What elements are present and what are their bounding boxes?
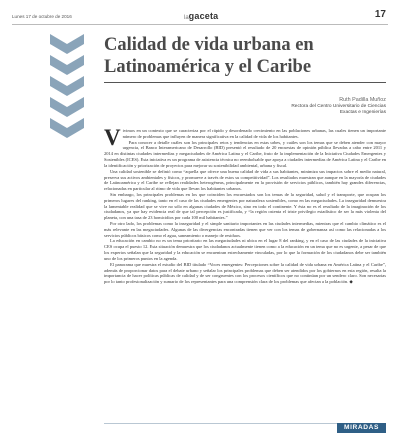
paragraph: Sin embargo, los principales problemas en los que coinciden los encuestados son los temas de la seguridad, salud y el transporte, que ocupan los primeros lugares del ranking, tanto en el caso de las ciudades emergentes por naturaleza sostenibles, como en las megaciudades. La inseguridad demuestra la lamentable realidad que se vive no sólo en algunas ciudades de México, sino en todo el continente. Y ésta no es el resultado de la imaginación de los ciudadanos, ya que hay evidencia real de que tal percepción es justificada, y “la región ostenta el triste privilegio estadístico de ser la más violenta del planeta, con una tasa de 23 homicidios por cada 100 mil habitantes.” (104, 191, 386, 221)
logo-name: gaceta (188, 11, 219, 21)
paragraph: Vivimos en un contexto que se caracteriza por el rápido y desordenado crecimiento en las poblaciones urbanas, las cuales tienen un importante número de problemas que influyen de manera significativa en la calidad de vida de los habitantes. (104, 128, 386, 150)
article-body (104, 128, 386, 428)
header-date: Lunes 17 de octubre de 2016 (12, 14, 72, 19)
paragraph: El panorama que muestra el estudio del BID titulado “Voces emergentes: Percepciones sobre la calidad de vida urbana en América Latina y el Caribe”, además de proporcionar datos para el debate urbano y señalar los principales problemas que deben ser atendidos por los gobiernos en esta región, resalta la importancia de hacer políticas públicas de calidad y de ser congruentes con los procesos científicos que no continúan por un sendero claro. Son necesarias por lo tanto profesionalización y sumario de los representantes para una comprensión clara de los problemas que afectan a la población. ◆ (104, 261, 386, 285)
author-role-2: Exactas e Ingenierías (339, 110, 386, 116)
newspaper-logo (184, 11, 218, 21)
title-line-2: Latinoamérica y el Caribe (104, 57, 312, 77)
title-line-1: Calidad de vida urbana en (104, 35, 314, 55)
logo-prefix: la (184, 15, 189, 21)
author-name: Ruth Padilla Muñoz (339, 97, 386, 103)
drop-cap: V (104, 128, 121, 150)
paragraph: Una calidad sostenible se definió como “aquella que ofrece una buena calidad de vida a sus habitantes, minimiza sus impactos sobre el medio natural, preserva sus activos ambientales y físicos, y promueve a través de estos su competitividad”. Los resultados muestran que aunque en la mayoría de ciudades de Latinoamérica y el Caribe se reflejan realidades heterogéneas, principalmente en la provisión de servicios públicos, también hay grandes diferencias, relacionadas en particular al ritmo de vida que llevan los habitantes urbanos. (104, 168, 386, 192)
paragraph: Por otro lado, los problemas como la inseguridad y el simple sanitario importantes en las ciudades intermedias, mientras que el cambio climático es el más relevante en las megaciudades. Algunas de las divergencias encontradas tienen que ver con los temas de gobernanza así como las relacionadas a los servicios públicos básicos como el agua, saneamiento o manejo de residuos. (104, 221, 386, 238)
page-number: 17 (374, 9, 386, 20)
article-title (104, 34, 384, 78)
author-role-1: Rectora del Centro Universitario de Ciencias (291, 104, 386, 109)
title-divider (104, 82, 386, 83)
section-label: MIRADAS (337, 423, 386, 433)
section-footer (104, 422, 386, 433)
header-divider (12, 24, 388, 25)
paragraph: Para conocer a detalle cuáles son los principales retos y tendencias en estas urbes, y cuáles son los temas que se deben atender con mayor urgencia, el Banco Interamericano de Desarrollo (BID) presentó el resultado de 20 encuestas de opinión pública llevadas a cabo entre 2011 y 2014 en distintas ciudades intermedias y megaciudades de América Latina y el Caribe, fruto de la implementación de la Iniciativa Ciudades Emergentes y Sostenibles (ICES). Esta iniciativa es un programa de asistencia técnica no reembolsable que apoya a ciudades intermedias de América Latina y el Caribe en la identificación y priorización de proyectos para mejorar su sostenibilidad ambiental, urbana y fiscal. (104, 139, 386, 168)
page-header (0, 0, 400, 26)
paragraph: La educación en cambio no es un tema prioritario en las megaciudades ni ubica en el lugar 8 del ranking, y en el caso de las ciudades de la iniciativa CES ocupa el puesto 12. Esta situación demuestra que los ciudadanos actualmente tienen como a la educación en un tema que no es urgente, a pesar de que los expertos señalan que la seguridad y la educación se encuentran estrechamente vinculadas, por lo que la formación de los ciudadanos debe ser también uno de los primeros puntos en la agenda. (104, 238, 386, 261)
chevron-stack-icon (50, 34, 84, 138)
author-byline (210, 97, 386, 117)
